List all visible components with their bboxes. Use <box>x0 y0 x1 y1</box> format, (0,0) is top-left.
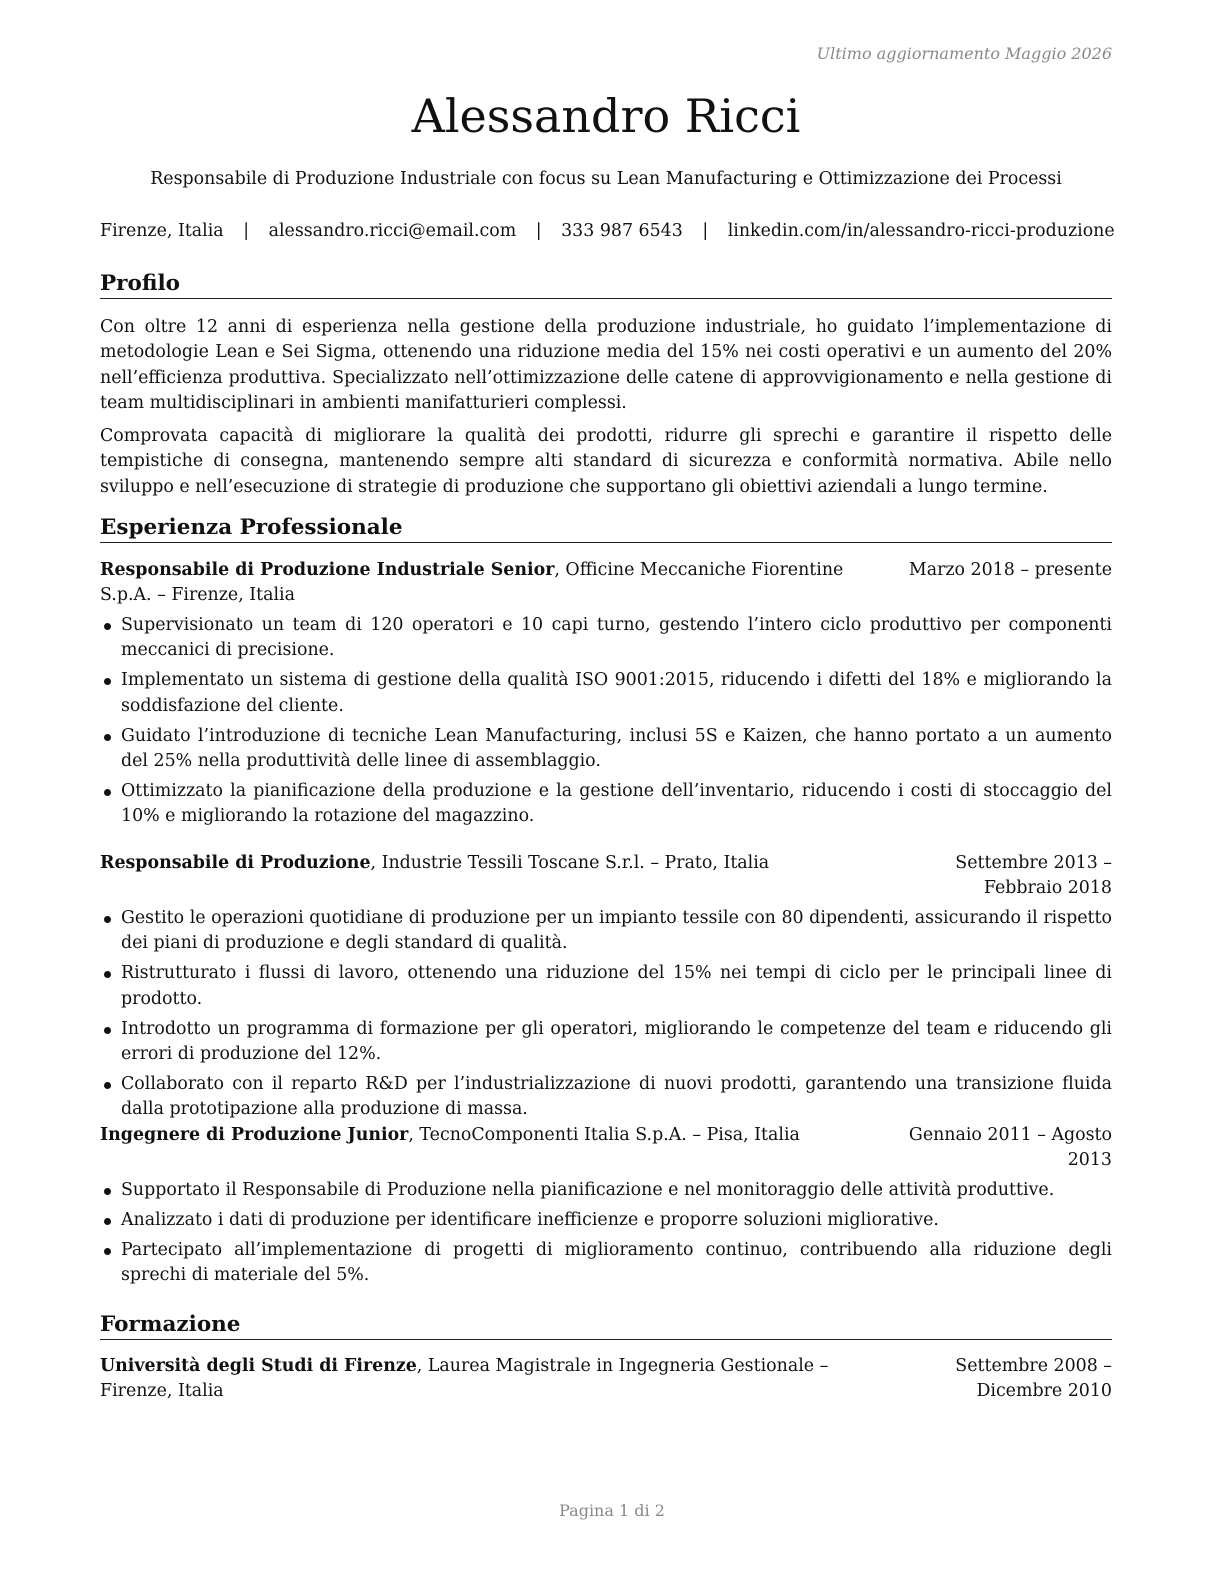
list-item: Supportato il Responsabile di Produzione nella pianificazione e nel monitoraggio delle attività produttive. <box>100 1178 1112 1203</box>
page-number: Pagina 1 di 2 <box>559 1501 665 1520</box>
list-item: Collaborato con il reparto R&D per l’industrializzazione di nuovi prodotti, garantendo una transizione fluida dalla prototipazione alla produzione di massa. <box>100 1072 1112 1123</box>
contact-line <box>100 219 1115 243</box>
job-bullets <box>100 613 1112 834</box>
bullet-icon <box>104 678 111 685</box>
job-bullets <box>100 1178 1112 1293</box>
job-title-line <box>100 558 890 609</box>
bullet-icon <box>104 1082 111 1089</box>
bullet-icon <box>104 789 111 796</box>
education-degree: , Laurea Magistrale in Ingegneria Gestionale – Firenze, Italia <box>100 1356 829 1402</box>
job-header <box>100 558 1112 609</box>
candidate-tagline: Responsabile di Produzione Industriale con focus su Lean Manufacturing e Ottimizzazione dei Processi <box>150 169 1062 189</box>
job-role: Responsabile di Produzione <box>100 853 371 873</box>
bullet-icon <box>104 1248 111 1255</box>
job-company: , Officine Meccaniche Fiorentine S.p.A. – Firenze, Italia <box>100 560 844 606</box>
job-header <box>100 1123 1112 1171</box>
list-item: Introdotto un programma di formazione per gli operatori, migliorando le competenze del team e riducendo gli errori di produzione del 12%. <box>100 1017 1112 1068</box>
contact-separator: | <box>535 221 542 241</box>
bullet-icon <box>104 623 111 630</box>
bullet-icon <box>104 971 111 978</box>
section-title-experience: Esperienza Professionale <box>100 515 1112 543</box>
profile-paragraph: Comprovata capacità di migliorare la qualità dei prodotti, ridurre gli sprechi e garantire il rispetto delle tempistiche di consegna, mantenendo sempre alti standard di sicurezza e conformità normativa. Abile nello sviluppo e nell’esecuzione di strategie di produzione che supportano gli obiettivi aziendali a lungo termine. <box>100 426 1112 497</box>
list-item: Guidato l’introduzione di tecniche Lean Manufacturing, inclusi 5S e Kaizen, che hanno portato a un aumento del 25% nella produttività delle linee di assemblaggio. <box>100 724 1112 775</box>
list-item: Gestito le operazioni quotidiane di produzione per un impianto tessile con 80 dipendenti, assicurando il rispetto dei piani di produzione e degli standard di qualità. <box>100 906 1112 957</box>
section-title-education: Formazione <box>100 1312 1112 1340</box>
bullet-icon <box>104 1188 111 1195</box>
education-title-line <box>100 1354 880 1405</box>
list-item: Supervisionato un team di 120 operatori e 10 capi turno, gestendo l’intero ciclo produttivo per componenti meccanici di precisione. <box>100 613 1112 664</box>
contact-separator: | <box>243 221 250 241</box>
contact-location: Firenze, Italia <box>100 221 224 241</box>
section-title-profile: Profilo <box>100 271 1112 299</box>
contact-linkedin[interactable]: linkedin.com/in/alessandro-ricci-produzione <box>727 221 1115 241</box>
job-dates: Gennaio 2011 – Agosto 2013 <box>908 1125 1112 1171</box>
job-header <box>100 851 1112 899</box>
education-entry <box>100 1354 1112 1405</box>
contact-phone[interactable]: 333 987 6543 <box>561 221 683 241</box>
job-company: , TecnoComponenti Italia S.p.A. – Pisa, Italia <box>408 1125 800 1145</box>
bullet-icon <box>104 1218 111 1225</box>
education-dates: Settembre 2008 – Dicembre 2010 <box>955 1356 1112 1402</box>
job-title-line <box>100 1123 800 1148</box>
job-dates: Settembre 2013 – Febbraio 2018 <box>955 853 1112 899</box>
bullet-icon <box>104 734 111 741</box>
job-bullets <box>100 906 1112 1127</box>
job-company: , Industrie Tessili Toscane S.r.l. – Prato, Italia <box>370 853 770 873</box>
profile-paragraph: Con oltre 12 anni di esperienza nella gestione della produzione industriale, ho guidato l’implementazione di metodologie Lean e Sei Sigma, ottenendo una riduzione media del 15% nei costi operativi e un aumento del 20% nell’efficienza produttiva. Specializzato nell’ottimizzazione delle catene di approvvigionamento e nella gestione di team multidisciplinari in ambienti manifatturieri complessi. <box>100 317 1112 414</box>
bullet-icon <box>104 1027 111 1034</box>
candidate-name: Alessandro Ricci <box>411 89 801 143</box>
education-institution: Università degli Studi di Firenze <box>100 1356 417 1376</box>
contact-separator: | <box>702 221 709 241</box>
job-role: Ingegnere di Produzione Junior <box>100 1125 409 1145</box>
job-title-line <box>100 851 769 876</box>
last-updated: Ultimo aggiornamento Maggio 2026 <box>816 44 1112 63</box>
list-item: Analizzato i dati di produzione per identificare inefficienze e proporre soluzioni migliorative. <box>100 1208 1112 1233</box>
list-item: Ristrutturato i flussi di lavoro, ottenendo una riduzione del 15% nei tempi di ciclo per le principali linee di prodotto. <box>100 961 1112 1012</box>
list-item: Ottimizzato la pianificazione della produzione e la gestione dell’inventario, riducendo i costi di stoccaggio del 10% e migliorando la rotazione del magazzino. <box>100 779 1112 830</box>
job-dates: Marzo 2018 – presente <box>908 560 1112 580</box>
bullet-icon <box>104 916 111 923</box>
list-item: Implementato un sistema di gestione della qualità ISO 9001:2015, riducendo i difetti del 18% e migliorando la soddisfazione del cliente. <box>100 668 1112 719</box>
contact-email[interactable]: alessandro.ricci@email.com <box>268 221 517 241</box>
job-role: Responsabile di Produzione Industriale Senior <box>100 560 555 580</box>
list-item: Partecipato all’implementazione di progetti di miglioramento continuo, contribuendo alla riduzione degli sprechi di materiale del 5%. <box>100 1238 1112 1289</box>
